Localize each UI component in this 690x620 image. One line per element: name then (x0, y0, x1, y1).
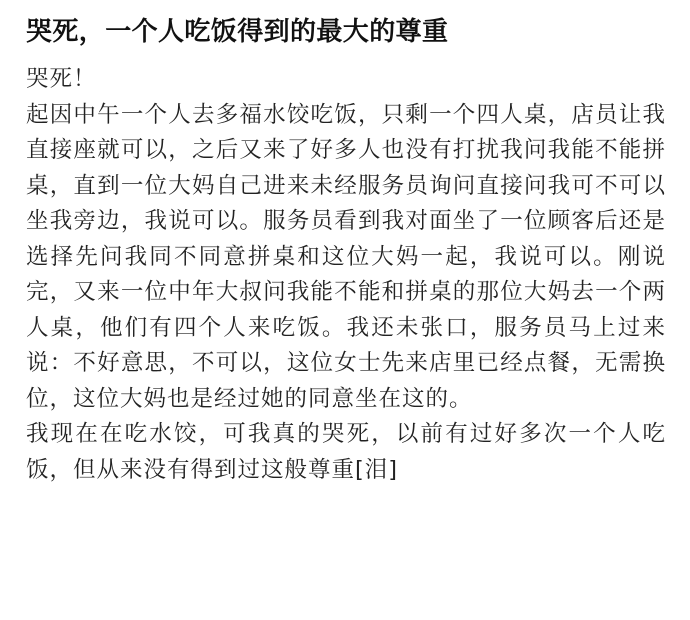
post-paragraph-3: 我现在在吃水饺，可我真的哭死，以前有过好多次一个人吃饭，但从来没有得到过这般尊重[泪] (26, 421, 666, 483)
post-body (26, 62, 666, 488)
post-paragraph-2: 起因中午一个人去多福水饺吃饭，只剩一个四人桌，店员让我直接座就可以，之后又来了好多人也没有打扰我问我能不能拼桌，直到一位大妈自己进来未经服务员询问直接问我可不可以坐我旁边，我说可以。服务员看到我对面坐了一位顾客后还是选择先问我同不同意拼桌和这位大妈一起，我说可以。刚说完，又来一位中年大叔问我能不能和拼桌的那位大妈去一个两人桌，他们有四个人来吃饭。我还未张口，服务员马上过来说：不好意思，不可以，这位女士先来店里已经点餐，无需换位，这位大妈也是经过她的同意坐在这的。 (26, 101, 666, 412)
post-paragraph-1: 哭死！ (26, 66, 97, 92)
post (26, 0, 666, 488)
post-title: 哭死，一个人吃饭得到的最大的尊重 (26, 17, 449, 47)
